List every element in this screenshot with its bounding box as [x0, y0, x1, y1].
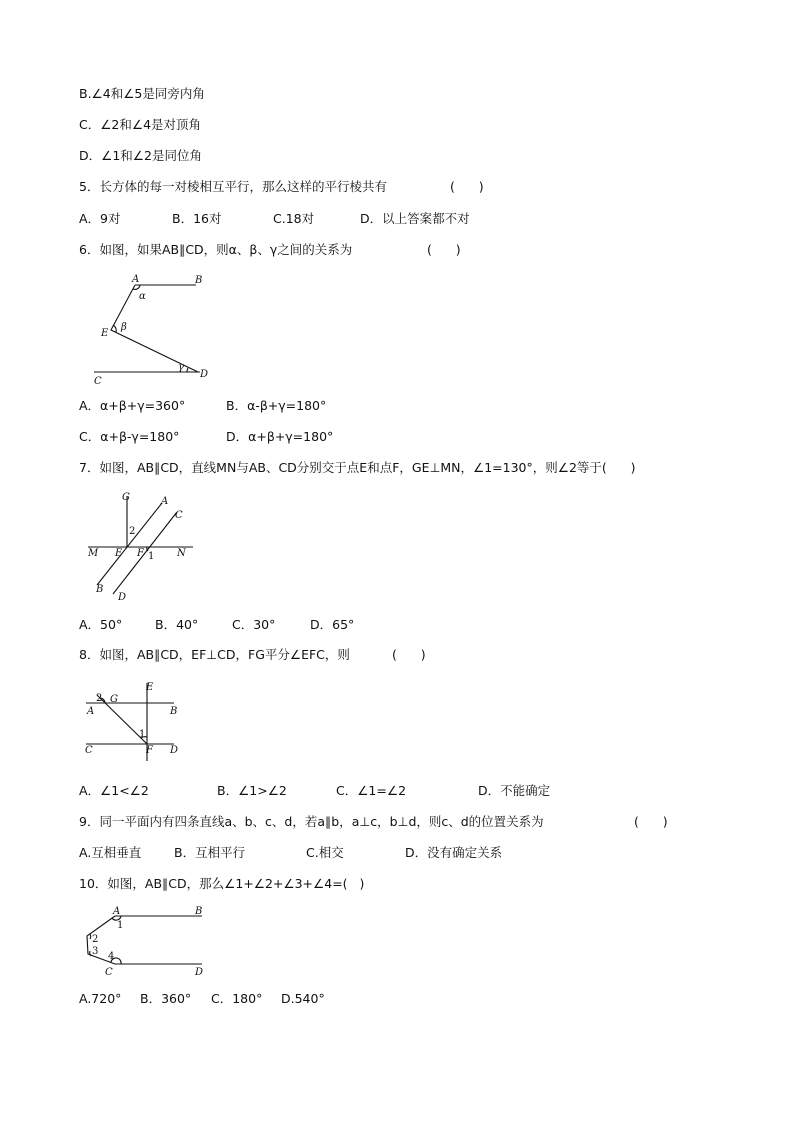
- q6-label-d: D: [200, 369, 209, 380]
- q6-option-b: B．α-β+γ=180°: [226, 398, 327, 413]
- q7-option-b: B．40°: [155, 617, 199, 632]
- q10-label-2: 2: [92, 934, 99, 945]
- q10-label-a: A: [113, 906, 121, 917]
- q8-label-2: 2: [96, 693, 103, 704]
- q7-label-g: G: [122, 492, 130, 503]
- q6-label-gamma: γ: [178, 362, 184, 373]
- q4-option-d: D．∠1和∠2是同位角: [79, 148, 202, 163]
- q7-option-c: C．30°: [232, 617, 276, 632]
- q7-figure: [85, 490, 200, 605]
- q7-label-1: 1: [148, 551, 155, 562]
- q10-label-b: B: [195, 906, 203, 917]
- q5-option-a: A．9对: [79, 211, 121, 226]
- q6-label-a: A: [132, 274, 140, 285]
- q9-stem: 9．同一平面内有四条直线a、b、c、d，若a∥b，a⊥c，b⊥d，则c、d的位置关系为: [79, 814, 544, 829]
- q7-label-n: N: [177, 548, 186, 559]
- q7-stem: 7．如图，AB∥CD，直线MN与AB、CD分别交于点E和点F，GE⊥MN，∠1=130°，则∠2等于( ): [79, 460, 636, 475]
- q10-figure: [80, 906, 215, 981]
- q7-label-d: D: [118, 592, 127, 603]
- q6-label-c: C: [94, 376, 102, 387]
- q8-option-a: A．∠1<∠2: [79, 783, 149, 798]
- q8-stem: 8．如图，AB∥CD，EF⊥CD，FG平分∠EFC，则: [79, 647, 350, 662]
- q9-option-d: D．没有确定关系: [405, 845, 503, 860]
- q8-label-f: F: [146, 745, 153, 756]
- q8-label-d: D: [170, 745, 179, 756]
- q7-label-m: M: [88, 548, 99, 559]
- q10-stem: 10．如图，AB∥CD，那么∠1+∠2+∠3+∠4=( ): [79, 876, 365, 891]
- q6-stem: 6．如图，如果AB∥CD，则α、β、γ之间的关系为: [79, 242, 353, 257]
- q8-option-d: D．不能确定: [478, 783, 551, 798]
- q7-option-a: A．50°: [79, 617, 123, 632]
- q10-option-b: B．360°: [140, 991, 192, 1006]
- q7-label-c: C: [175, 510, 183, 521]
- q6-label-b: B: [195, 275, 203, 286]
- q6-label-e: E: [101, 328, 109, 339]
- q6-answer-paren: ( ): [427, 242, 461, 257]
- q6-label-alpha: α: [139, 291, 146, 302]
- q7-label-f: F: [137, 548, 144, 559]
- q10-label-3: 3: [92, 946, 99, 957]
- q6-option-c: C．α+β-γ=180°: [79, 429, 180, 444]
- q6-option-d: D．α+β+γ=180°: [226, 429, 334, 444]
- q8-option-c: C．∠1=∠2: [336, 783, 407, 798]
- q8-label-e: E: [146, 682, 154, 693]
- q5-option-b: B．16对: [172, 211, 222, 226]
- q9-answer-paren: ( ): [634, 814, 668, 829]
- q10-option-d: D.540°: [281, 991, 325, 1006]
- q6-label-beta: β: [121, 322, 127, 333]
- q9-option-a: A.互相垂直: [79, 845, 142, 860]
- q10-label-c: C: [105, 967, 113, 978]
- q6-arc-gamma: [187, 368, 188, 372]
- q7-option-d: D．65°: [310, 617, 355, 632]
- q10-arc-2: [90, 934, 91, 939]
- q6-option-a: A．α+β+γ=360°: [79, 398, 186, 413]
- q4-option-b: B.∠4和∠5是同旁内角: [79, 86, 205, 101]
- q7-label-2: 2: [129, 526, 136, 537]
- q9-option-b: B．互相平行: [174, 845, 246, 860]
- q5-option-d: D．以上答案都不对: [360, 211, 470, 226]
- q8-label-b: B: [170, 706, 178, 717]
- q8-answer-paren: ( ): [392, 647, 426, 662]
- q8-label-g: G: [110, 694, 118, 705]
- q4-option-c: C．∠2和∠4是对顶角: [79, 117, 202, 132]
- q10-label-1: 1: [117, 920, 124, 931]
- q8-label-1: 1: [139, 729, 146, 740]
- q5-answer-paren: ( ): [450, 179, 484, 194]
- q10-arc-3: [90, 951, 91, 956]
- q10-label-d: D: [195, 967, 204, 978]
- q8-option-b: B．∠1>∠2: [217, 783, 287, 798]
- q10-option-c: C．180°: [211, 991, 263, 1006]
- q10-option-a: A.720°: [79, 991, 122, 1006]
- q5-stem: 5．长方体的每一对棱相互平行，那么这样的平行棱共有: [79, 179, 387, 194]
- q7-label-b: B: [96, 584, 104, 595]
- q8-label-a: A: [87, 706, 95, 717]
- q6-figure: [88, 272, 218, 387]
- q8-label-c: C: [85, 745, 93, 756]
- q7-label-a: A: [161, 496, 169, 507]
- q7-label-e: E: [115, 548, 123, 559]
- q8-figure: [82, 679, 187, 764]
- q10-label-4: 4: [108, 951, 115, 962]
- q5-option-c: C.18对: [273, 211, 315, 226]
- q9-option-c: C.相交: [306, 845, 344, 860]
